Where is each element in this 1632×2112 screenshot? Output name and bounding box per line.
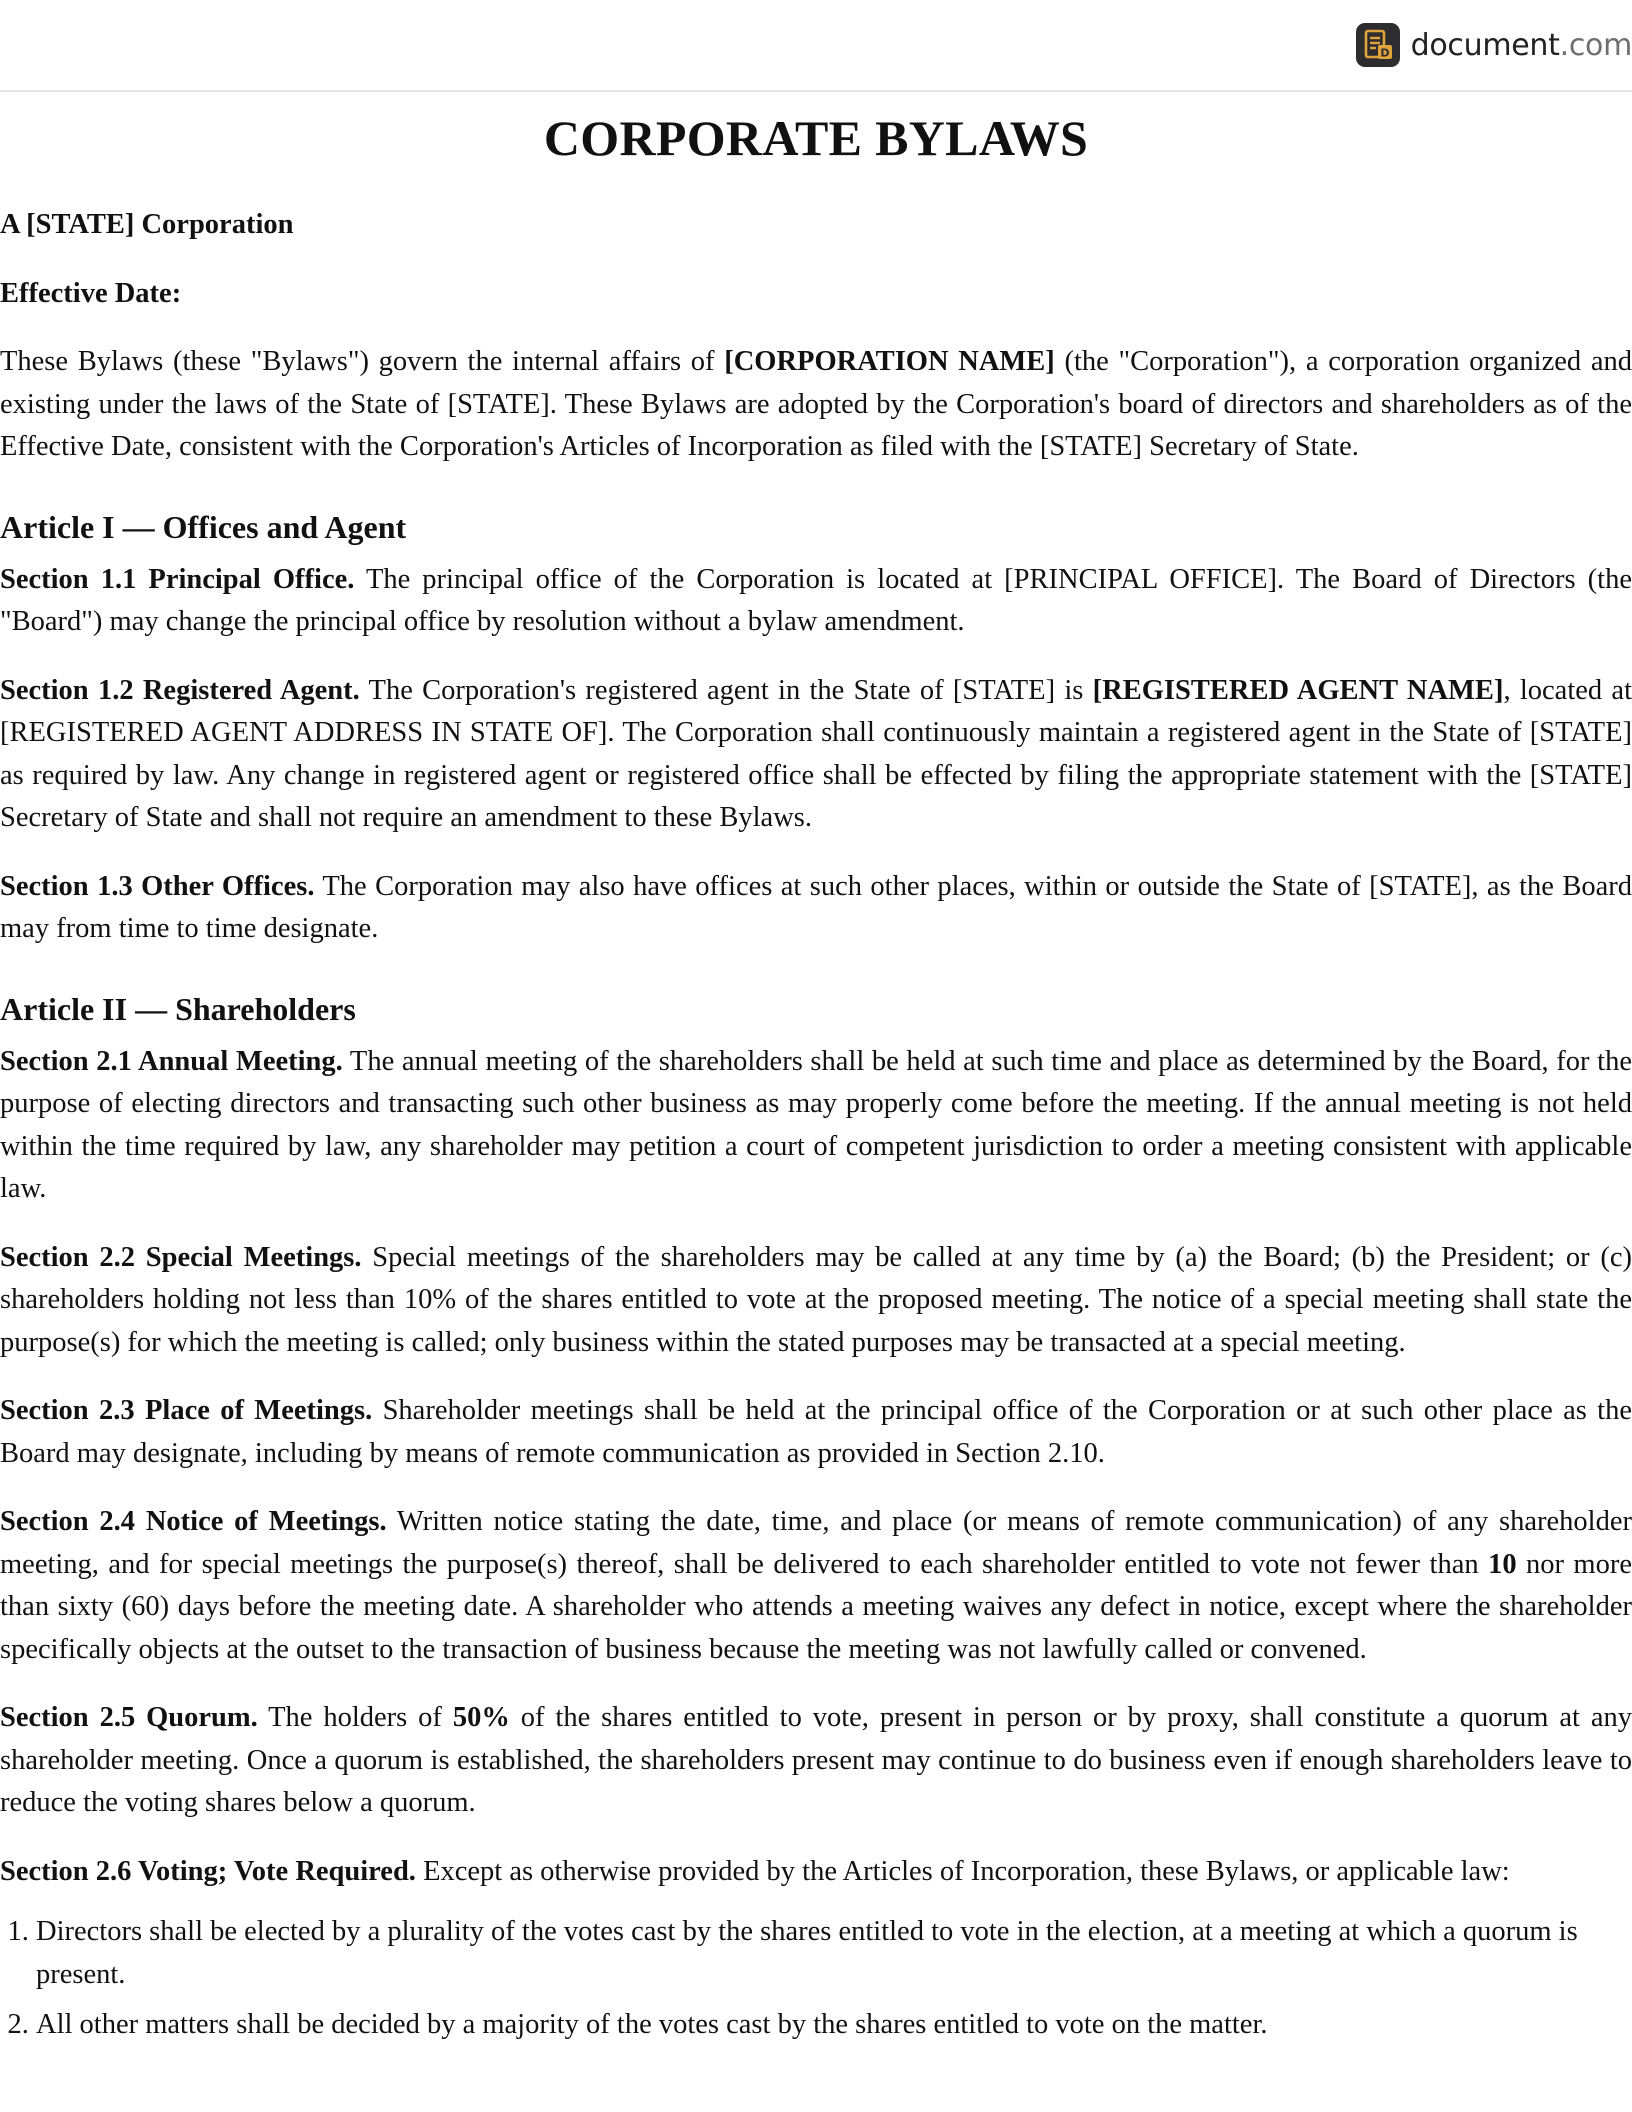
- document-subtitle: A [STATE] Corporation: [0, 209, 294, 240]
- section-2-5-text-pre: The holders of: [257, 1702, 453, 1733]
- section-2-5-heading: Section 2.5 Quorum.: [0, 1702, 258, 1733]
- section-1-2-text-pre: The Corporation's registered agent in the State of [STATE] is: [359, 674, 1093, 706]
- brand[interactable]: [1356, 22, 1632, 68]
- brand-name: [1411, 28, 1632, 63]
- list-item: 1. Directors shall be elected by a plurality of the votes cast by the shares entitled to vote in the election, at a meeting at which a quorum is present.: [36, 1911, 1632, 1996]
- section-2-3-heading: Section 2.3 Place of Meetings.: [0, 1395, 373, 1426]
- section-1-3: [0, 866, 1632, 951]
- voting-list: [0, 1911, 1632, 2047]
- brand-main: document: [1410, 27, 1560, 63]
- section-1-3-text: The Corporation may also have offices at such other places, within or outside the State of [STATE], as the Board may from time to time designate.: [0, 870, 1632, 944]
- brand-tld: .com: [1559, 27, 1632, 63]
- effective-date-label: Effective Date:: [0, 277, 182, 309]
- notice-days-value: 10: [1488, 1548, 1517, 1580]
- section-1-3-heading: Section 1.3 Other Offices.: [0, 870, 315, 902]
- section-2-2: [0, 1237, 1632, 1365]
- section-2-1-heading: Section 2.1 Annual Meeting.: [0, 1045, 343, 1077]
- section-1-1-text: The principal office of the Corporation is located at [PRINCIPAL OFFICE]. The Board of Directors (the "Board") may change the principal office by resolution without a bylaw amendment.: [0, 563, 1632, 637]
- registered-agent-placeholder: [REGISTERED AGENT NAME]: [1092, 674, 1504, 706]
- section-2-4-text-post: nor more than sixty (60) days before the meeting date. A shareholder who attends a meeting waives any defect in notice, except where the shareholder specifically objects at the outset to the transaction of business because the meeting was not lawfully called or convened.: [0, 1548, 1632, 1665]
- article-1-heading: Article I — Offices and Agent: [0, 508, 407, 545]
- document-body: [0, 108, 1632, 2055]
- top-bar: [0, 0, 1632, 92]
- list-item: 2. All other matters shall be decided by a majority of the votes cast by the shares entitled to vote on the matter.: [36, 2004, 1632, 2047]
- section-2-4-heading: Section 2.4 Notice of Meetings.: [0, 1506, 387, 1537]
- corporation-name-placeholder: [CORPORATION NAME]: [724, 346, 1055, 377]
- section-2-6-heading: Section 2.6 Voting; Vote Required.: [0, 1855, 416, 1887]
- section-2-1-text: The annual meeting of the shareholders shall be held at such time and place as determined by the Board, for the purpose of electing directors and transacting such other business as may properly come before the meeting. If the annual meeting is not held within the time required by law, any shareholder may petition a court of competent jurisdiction to order a meeting consistent with applicable law.: [0, 1045, 1632, 1204]
- section-2-6: [0, 1851, 1632, 1894]
- intro-post: (the "Corporation"), a corporation organized and existing under the laws of the State of [STATE]. These Bylaws are adopted by the Corporation's board of directors and shareholders as of the Effective Date, consistent with the Corporation's Articles of Incorporation as filed with the [STATE] Secretary of State.: [0, 346, 1632, 462]
- section-2-2-heading: Section 2.2 Special Meetings.: [0, 1241, 362, 1273]
- intro-pre: These Bylaws (these "Bylaws") govern the internal affairs of: [0, 346, 725, 377]
- article-2-heading: Article II — Shareholders: [0, 990, 356, 1027]
- svg-text:D: D: [1380, 46, 1390, 60]
- section-2-4: [0, 1501, 1632, 1671]
- document-title: CORPORATE BYLAWS: [543, 110, 1089, 166]
- section-1-2-heading: Section 1.2 Registered Agent.: [0, 674, 360, 706]
- quorum-percent-value: 50%: [452, 1702, 510, 1733]
- section-2-6-text: Except as otherwise provided by the Articles of Incorporation, these Bylaws, or applicable law:: [415, 1855, 1510, 1887]
- section-1-1-heading: Section 1.1 Principal Office.: [0, 563, 355, 595]
- section-1-2: [0, 670, 1632, 840]
- section-2-5-text-post: of the shares entitled to vote, present in person or by proxy, shall constitute a quorum at any shareholder meeting. Once a quorum is established, the shareholders present may continue to do business even if enough shareholders leave to reduce the voting shares below a quorum.: [0, 1702, 1632, 1818]
- section-2-1: [0, 1041, 1632, 1211]
- document-logo-icon: [1356, 23, 1400, 67]
- section-1-2-text-post: , located at [REGISTERED AGENT ADDRESS IN STATE OF]. The Corporation shall continuously maintain a registered agent in the State of [STATE] as required by law. Any change in registered agent or registered office shall be effected by filing the appropriate statement with the [STATE] Secretary of State and shall not require an amendment to these Bylaws.: [0, 674, 1632, 833]
- intro-paragraph: [0, 341, 1632, 469]
- section-2-4-text-pre: Written notice stating the date, time, and place (or means of remote communication) of any shareholder meeting, and for special meetings the purpose(s) thereof, shall be delivered to each shareholder entitled to vote not fewer than: [0, 1506, 1632, 1580]
- section-2-3-text: Shareholder meetings shall be held at the principal office of the Corporation or at such other place as the Board may designate, including by means of remote communication as provided in Section 2.10.: [0, 1395, 1632, 1469]
- section-1-1: [0, 559, 1632, 644]
- section-2-3: [0, 1390, 1632, 1475]
- section-2-5: [0, 1697, 1632, 1825]
- section-2-2-text: Special meetings of the shareholders may be called at any time by (a) the Board; (b) the President; or (c) shareholders holding not less than 10% of the shares entitled to vote at the proposed meeting. The notice of a special meeting shall state the purpose(s) for which the meeting is called; only business within the stated purposes may be transacted at a special meeting.: [0, 1241, 1632, 1358]
